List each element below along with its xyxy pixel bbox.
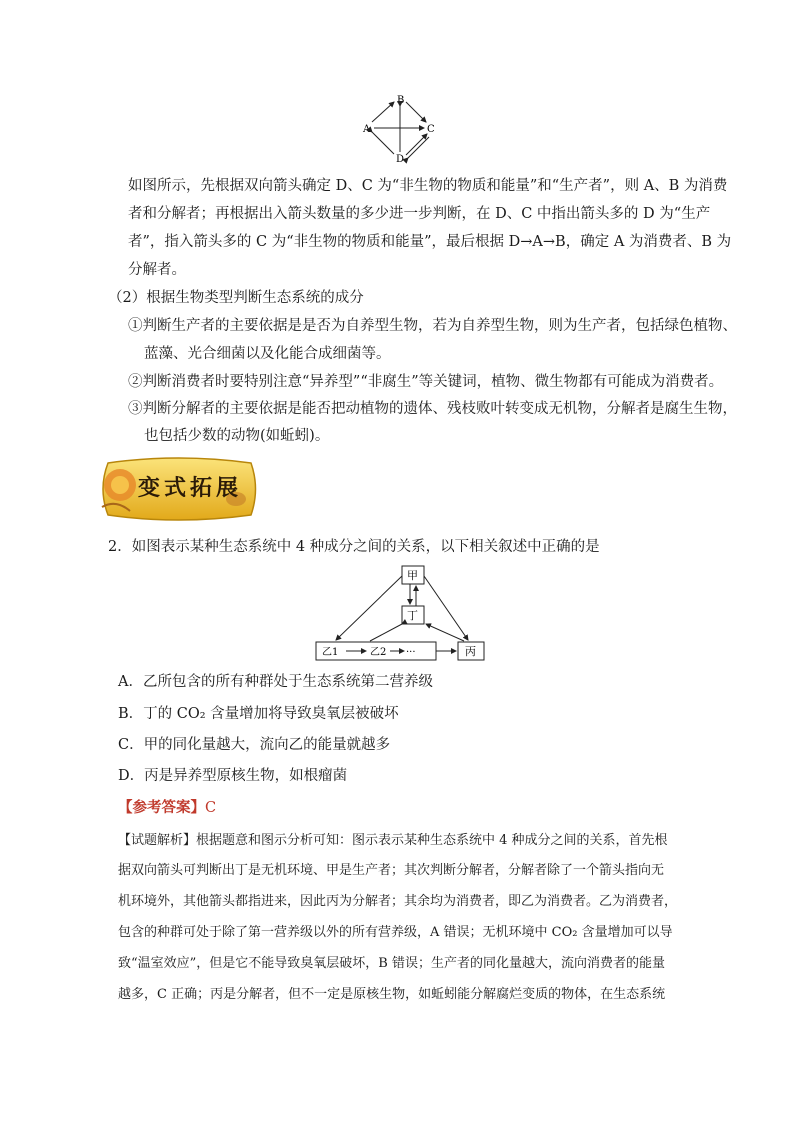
analysis-line-6: 越多，C 正确；丙是分解者，但不一定是原核生物，如蚯蚓能分解腐烂变质的物体，在生态系统 — [118, 987, 666, 1002]
analysis-line-1: 【试题解析】根据题意和图示分析可知：图示表示某种生态系统中 4 种成分之间的关系，首先根 — [118, 833, 668, 848]
variation-banner — [96, 455, 261, 523]
section-2-item-2: ②判断消费者时要特别注意“异养型”“非腐生”等关键词，植物、微生物都有可能成为消费者。 — [128, 374, 724, 390]
section-2-item-1-cont: 蓝藻、光合细菌以及化能合成细菌等。 — [144, 346, 391, 362]
option-b: B．丁的 CO₂ 含量增加将导致臭氧层被破坏 — [118, 706, 399, 722]
explanation-line-4: 分解者。 — [128, 262, 186, 278]
question-stem: 2．如图表示某种生态系统中 4 种成分之间的关系，以下相关叙述中正确的是 — [108, 539, 600, 555]
option-a: A．乙所包含的所有种群处于生态系统第二营养级 — [118, 674, 433, 690]
explanation-line-3: 者”，指入箭头多的 C 为“非生物的物质和能量”，最后根据 D→A→B，确定 A 为消费者、B 为 — [128, 234, 732, 250]
abcd-diagram — [360, 92, 440, 164]
analysis-line-4: 包含的种群可处于除了第一营养级以外的所有营养级，A 错误；无机环境中 CO₂ 含量增加可以导 — [118, 925, 673, 940]
analysis-line-2: 据双向箭头可判断出丁是无机环境、甲是生产者；其次判断分解者，分解者除了一个箭头指向无 — [118, 863, 665, 878]
explanation-line-1: 如图所示，先根据双向箭头确定 D、C 为“非生物的物质和能量”和“生产者”，则 A、B 为消费 — [128, 178, 728, 194]
answer-value: C — [205, 800, 217, 816]
ecosystem-diagram — [310, 562, 490, 666]
node-b: B — [397, 95, 405, 106]
node-c: C — [427, 124, 435, 135]
section-2-item-1: ①判断生产者的主要依据是是否为自养型生物，若为自养型生物，则为生产者，包括绿色植物、 — [128, 318, 737, 334]
section-2-item-3: ③判断分解者的主要依据是能否把动植物的遗体、残枝败叶转变成无机物，分解者是腐生生物， — [128, 401, 737, 417]
label-yi1: 乙1 — [322, 647, 339, 658]
label-dots: ··· — [406, 647, 416, 658]
option-d: D．丙是异养型原核生物，如根瘤菌 — [118, 768, 348, 784]
section-2-item-3-cont: 也包括少数的动物(如蚯蚓)。 — [144, 428, 330, 444]
label-yi2: 乙2 — [370, 647, 387, 658]
node-a: A — [363, 124, 371, 135]
explanation-line-2: 者和分解者；再根据出入箭头数量的多少进一步判断，在 D、C 中指出箭头多的 D 为“生产 — [128, 206, 711, 222]
label-jia: 甲 — [407, 569, 418, 582]
answer-label: 【参考答案】 — [118, 799, 205, 816]
node-d: D — [396, 154, 405, 164]
analysis-line-5: 致“温室效应”，但是它不能导致臭氧层破坏，B 错误；生产者的同化量越大，流向消费者的能量 — [118, 956, 665, 971]
label-ding: 丁 — [407, 609, 418, 622]
analysis-line-3: 机环境外，其他箭头都指进来，因此丙为分解者；其余均为消费者，即乙为消费者。乙为消费者， — [118, 894, 678, 909]
label-bing: 丙 — [465, 645, 476, 658]
banner-text: 变式拓展 — [138, 475, 243, 501]
reference-answer — [118, 794, 216, 822]
section-2-heading: （2）根据生物类型判断生态系统的成分 — [108, 290, 364, 306]
option-c: C．甲的同化量越大，流向乙的能量就越多 — [118, 737, 391, 753]
